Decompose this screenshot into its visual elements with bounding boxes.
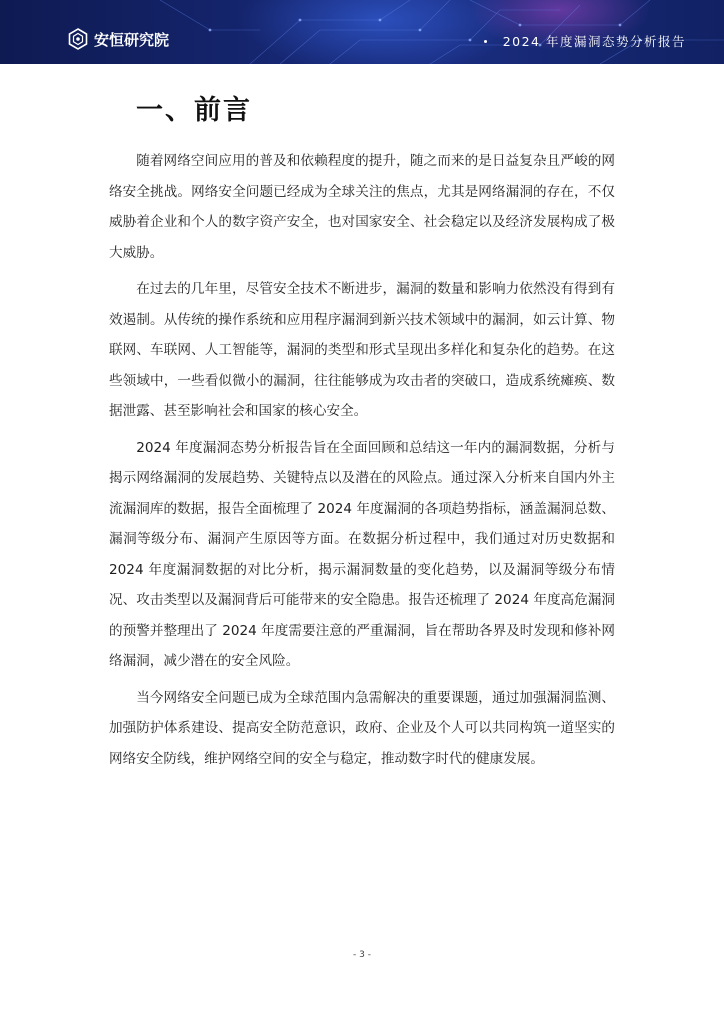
brand-logo xyxy=(66,26,169,52)
report-title-text: 2024 年度漏洞态势分析报告 xyxy=(502,34,686,49)
body-content xyxy=(109,146,615,780)
page-header xyxy=(0,0,724,64)
bullet-dot-icon xyxy=(484,40,487,43)
report-title xyxy=(484,32,686,50)
paragraph: 在过去的几年里，尽管安全技术不断进步，漏洞的数量和影响力依然没有得到有效遏制。从传统的操作系统和应用程序漏洞到新兴技术领域中的漏洞，如云计算、物联网、车联网、人工智能等，漏洞的类型和形式呈现出多样化和复杂化的趋势。在这些领域中，一些看似微小的漏洞，往往能够成为攻击者的突破口，造成系统瘫痪、数据泄露、甚至影响社会和国家的核心安全。 xyxy=(109,281,615,419)
section-heading: 一、前言 xyxy=(136,95,252,126)
paragraph: 当今网络安全问题已成为全球范围内急需解决的重要课题，通过加强漏洞监测、加强防护体系建设、提高安全防范意识，政府、企业及个人可以共同构筑一道坚实的网络安全防线，维护网络空间的安全与稳定，推动数字时代的健康发展。 xyxy=(109,689,615,767)
brand-name: 安恒研究院 xyxy=(94,30,170,49)
page-number: - 3 - xyxy=(353,950,371,960)
shield-hex-logo-icon xyxy=(66,27,90,51)
paragraph: 随着网络空间应用的普及和依赖程度的提升，随之而来的是日益复杂且严峻的网络安全挑战。网络安全问题已经成为全球关注的焦点，尤其是网络漏洞的存在，不仅威胁着企业和个人的数字资产安全，也对国家安全、社会稳定以及经济发展构成了极大威胁。 xyxy=(109,153,615,261)
paragraph: 2024 年度漏洞态势分析报告旨在全面回顾和总结这一年内的漏洞数据，分析与揭示网络漏洞的发展趋势、关键特点以及潜在的风险点。通过深入分析来自国内外主流漏洞库的数据，报告全面梳理了 2024 年度漏洞的各项趋势指标，涵盖漏洞总数、漏洞等级分布、漏洞产生原因等方面。在数据分析过程中，我们通过对历史数据和 2024 年度漏洞数据的对比分析，揭示漏洞数量的变化趋势，以及漏洞等级分布情况、攻击类型以及漏洞背后可能带来的安全隐患。报告还梳理了 2024 年度高危漏洞的预警并整理出了 2024 年度需要注意的严重漏洞，旨在帮助各界及时发现和修补网络漏洞，减少潜在的安全风险。 xyxy=(109,439,615,669)
